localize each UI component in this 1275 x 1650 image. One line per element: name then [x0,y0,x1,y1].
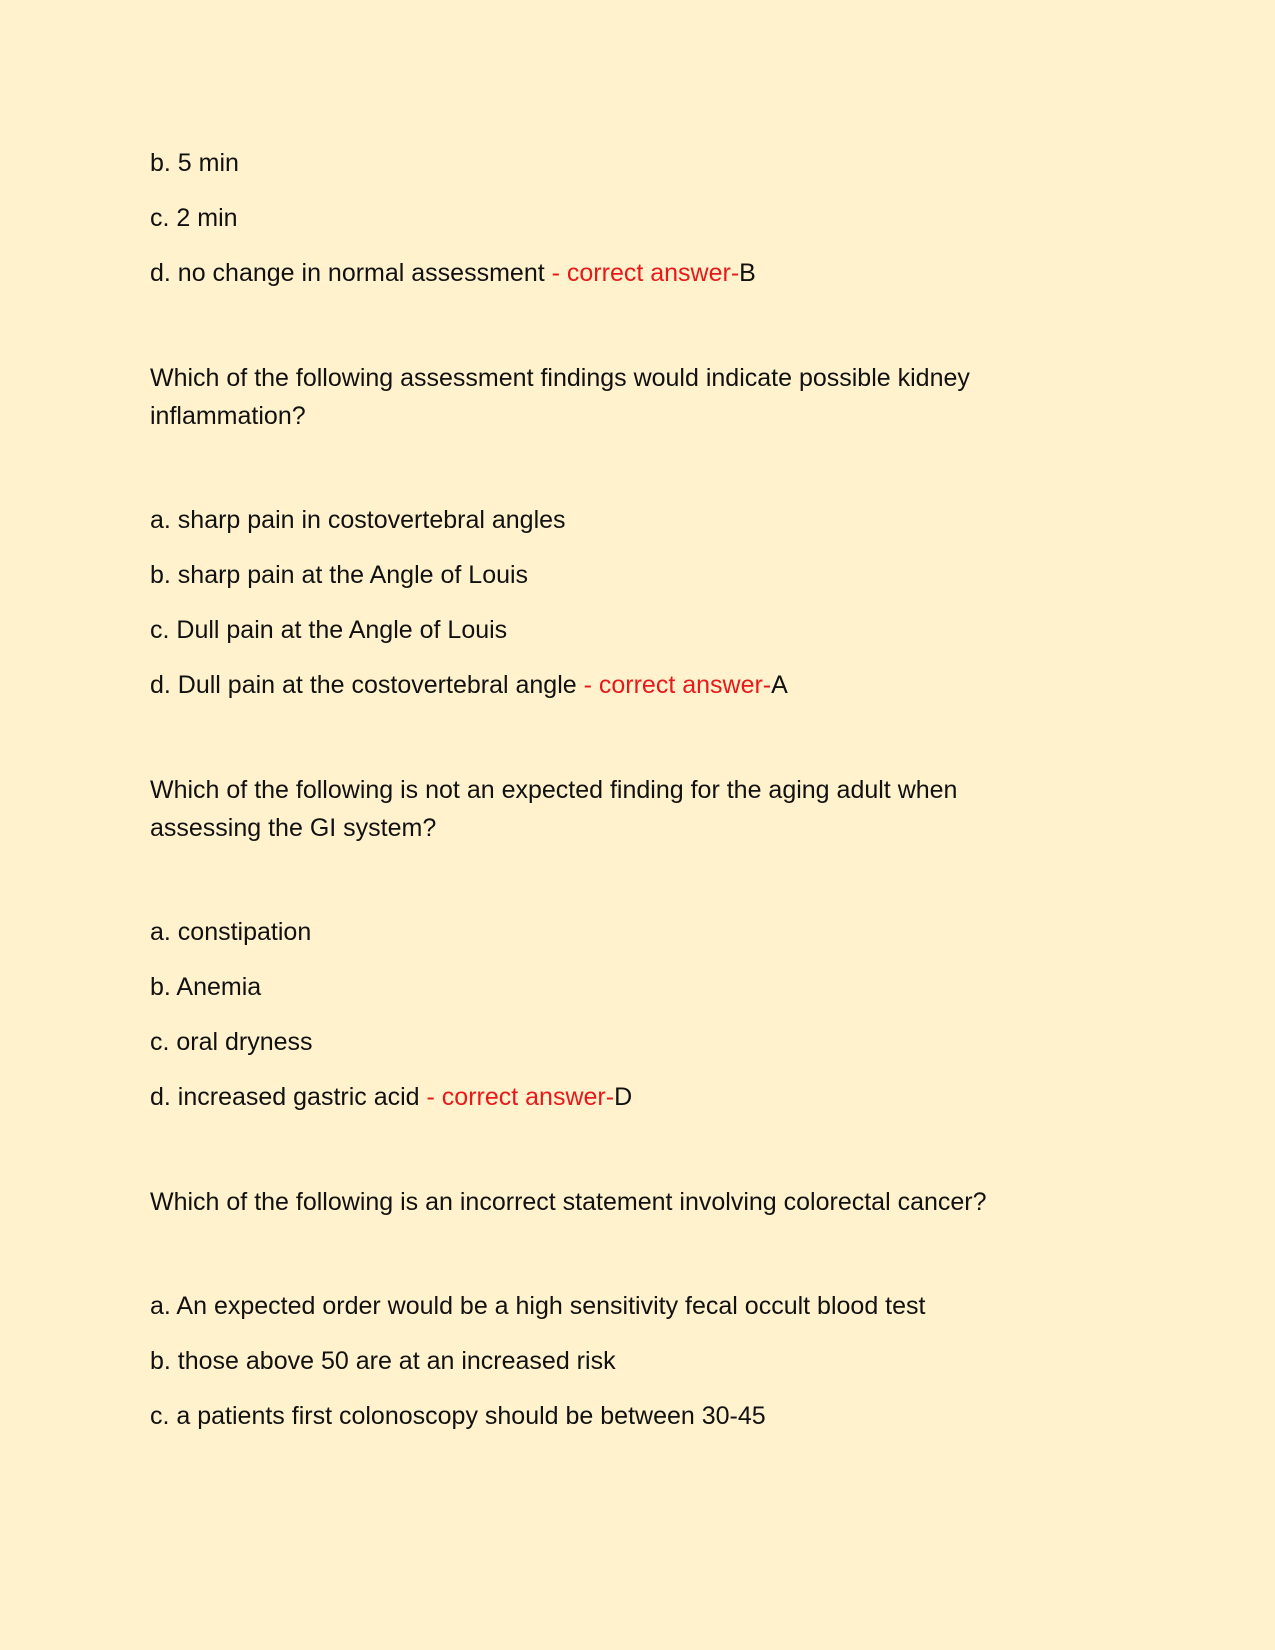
option-b: b. sharp pain at the Angle of Louis [150,561,529,589]
option-b: b. Anemia [150,973,262,1001]
question-text [150,1183,1050,1221]
question-line: Which of the following is not an expected finding for the aging adult when [150,776,958,804]
option-c: c. Dull pain at the Angle of Louis [150,616,508,644]
option-c: c. oral dryness [150,1028,313,1056]
option-d-with-answer [150,1079,1125,1116]
option-c: c. 2 min [150,204,238,232]
question-line: Which of the following assessment findings would indicate possible kidney [150,364,970,392]
option-d-text: d. no change in normal assessment [150,259,552,287]
option-a: a. constipation [150,918,312,946]
question-block-2 [150,771,1125,1116]
option-b: b. those above 50 are at an increased risk [150,1347,616,1375]
option-c: c. a patients first colonoscopy should be between 30-45 [150,1402,766,1430]
option-d-with-answer [150,667,1125,704]
option-d-with-answer [150,255,1125,292]
question-text [150,771,1050,847]
question-line: inflammation? [150,402,306,430]
correct-answer-letter: A [771,671,788,699]
option-a: a. sharp pain in costovertebral angles [150,506,566,534]
option-a: a. An expected order would be a high sensitivity fecal occult blood test [150,1292,926,1320]
option-d-text: d. increased gastric acid [150,1083,427,1111]
question-block-1 [150,359,1125,704]
option-b: b. 5 min [150,149,239,177]
correct-answer-letter: B [739,259,756,287]
option-d-text: d. Dull pain at the costovertebral angle [150,671,584,699]
correct-answer-marker: - correct answer- [426,1083,615,1111]
correct-answer-letter: D [614,1083,633,1111]
question-block-0 [150,145,1125,292]
question-line: assessing the GI system? [150,814,437,842]
correct-answer-marker: - correct answer- [583,671,772,699]
question-block-3 [150,1183,1125,1435]
question-text [150,359,1050,435]
correct-answer-marker: - correct answer- [551,259,740,287]
question-line: Which of the following is an incorrect statement involving colorectal cancer? [150,1188,987,1216]
